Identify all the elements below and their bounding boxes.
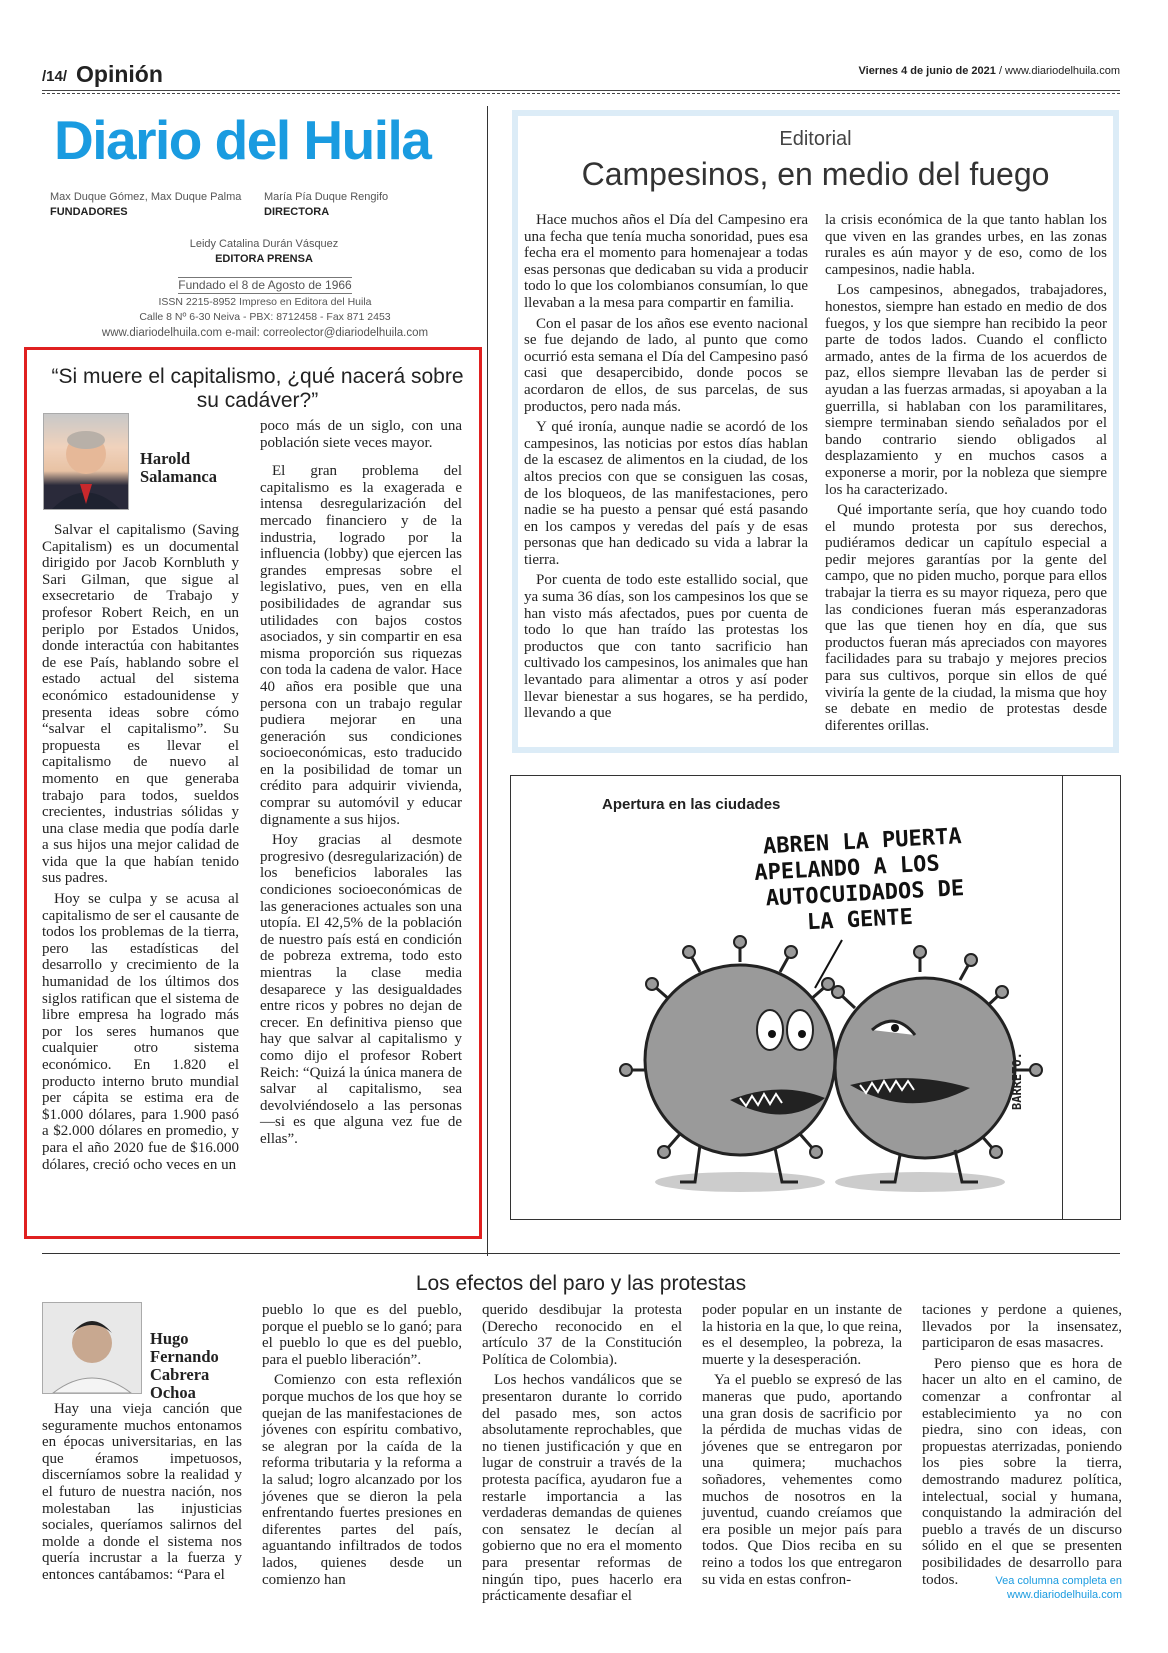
paragraph: taciones y perdone a quienes, llevados por la insensatez, participaron de esas masacres. [922,1302,1122,1352]
cartoon-illustration [610,920,1050,1210]
date: Viernes 4 de junio de 2021 [858,65,996,77]
speech-line: ABREN LA PUERTA [762,824,963,860]
founders-label: FUNDADORES [50,206,128,218]
cartoon-title: Apertura en las ciudades [602,796,781,813]
header-website: / www.diariodelhuila.com [998,65,1120,77]
paragraph: Hace muchos años el Día del Campesino era una fecha que tenía mucha sonoridad, pues esa fecha era el momento para homenajear a todas esas personas que dedicaban su vida a producir todo lo que los colombianos consumían, lo que llevaban a la mesa para compartir en familia. [524,212,808,311]
header-rule-2 [42,93,1120,94]
founded-line: Fundado el 8 de Agosto de 1966 [178,278,352,292]
speech-line: AUTOCUIDADOS DE [765,876,965,912]
column2-title: Los efectos del paro y las protestas [415,1272,747,1295]
read-more-url[interactable]: www.diariodelhuila.com [1007,1589,1122,1601]
page-header [42,62,1120,88]
editor [150,238,378,265]
date-line [859,65,1121,77]
column1-text-right [260,418,462,1152]
editorial-kicker: Editorial [779,128,852,150]
column2-text-3 [482,1302,682,1609]
paragraph: Comienzo con esta reflexión porque muchos de los que hoy se quejan de las manifestaciones de jóvenes con espíritu combativo, se alegran por la caída de la reforma tributaria y la reforma a la salud; logro alcanzado por los jóvenes que se dieron la pela enfrentando fuertes presiones en diferentes partes del país, aguantando infiltrados de todos lados, quienes desde un comienzo han [262,1372,462,1588]
editorial-text-left [524,212,808,726]
founders-names: Max Duque Gómez, Max Duque Palma [50,191,242,203]
author-photo [43,413,129,510]
director [264,191,388,218]
masthead-info [60,277,470,341]
shadow [835,1172,1005,1192]
column1-text-left [42,522,239,1177]
speech-line: APELANDO A LOS [753,851,941,886]
paragraph: Ya el pueblo se expresó de las maneras que pudo, aportando una gran dosis de sacrificio por la pérdida de muchas vidas de jóvenes que se entregaron por una quimera; muchachos soñadores, vehementes como muchos de nosotros en la juventud, cuando creíamos que era posible un mejor país para todos. Que Dios reciba en su reino a todos los que entregaron su vida en estas confron- [702,1372,902,1588]
section-title: Opinión [76,61,163,87]
paragraph: Qué importante sería, que hoy cuando todo el mundo protesta por sus derechos, pudiéramos dedicar un capítulo especial a pedir mejores garantías por la gente del campo, que no piden mucho, porque para ellos trabajar la tierra es su mayor riqueza, pero que las condiciones fueran más esperanzadoras que las que tienen hoy en día, que sus productos fueran más apreciados con mayores facilidades para su trabajo y mejores precios para sus cultivos, porque sin ellos de qué viviría la gente de la ciudad, la misma que hoy se debate en medio de protestas desde diferentes orillas. [825,502,1107,734]
editor-name: Leidy Catalina Durán Vásquez [189,238,339,250]
founders [50,191,241,218]
editor-label: EDITORA PRENSA [215,253,313,265]
author-name [140,450,245,486]
paragraph: Con el pasar de los años ese evento nacional se fue dejando de lado, al punto que como ocurrió esta semana el Día del Campesino pasó casi que desapercibido, donde pocos se acordaron de ellos, de sus parcelas, de sus productos, pero nada más. [524,315,808,415]
director-label: DIRECTORA [264,206,330,218]
paragraph: Hay una vieja canción que seguramente muchos entonamos en épocas universitarias, en las que éramos impetuosos, discerníamos sobre la realidad y el futuro de nuestra nación, nos molestaban las injusticias sociales, queríamos salirnos del molde a donde el sistema nos quería incrustar a la fuerza y entonces cantábamos: “Para el [42,1401,242,1583]
masthead-logo: Diario del Huila [54,109,431,171]
column2-text-4 [702,1302,902,1592]
speech-line: LA GENTE [806,904,914,936]
paragraph: la crisis económica de la que tanto hablan los que viven en las grandes urbes, en las zonas rurales es aún mayor y de eso, como de los campesinos, nadie habla. [825,212,1107,278]
cartoon-signature: BARRETO. [1010,1052,1024,1110]
cartoon-side-rule [1062,775,1063,1220]
person-icon [44,414,128,509]
column2-text-1 [42,1401,242,1588]
paragraph: El gran problema del capitalismo es la exagerada e intensa desregularización del mercado financiero y de la industria, logrado por la influencia (lobby) que ejercen las grandes empresas sobre el legislativo, pues, ven en ella posibilidades de agrandar sus utilidades con bajos costos asociados, y sin compartir en esa misma proporción sus riquezas con toda la cadena de valor. Hace 40 años era posible que una persona con un trabajo regular pudiera mejorar en una generación sus condiciones socioeconómicas, esto traducido en la posibilidad de tomar un crédito para adquirir vivienda, comprar su automóvil y educar dignamente a sus hijos. [260,463,462,828]
author-name-line: Fernando [150,1347,219,1366]
column-title: “Si muere el capitalismo, ¿qué nacerá sobre su cadáver?” [51,365,464,412]
paragraph: Hoy gracias al desmote progresivo (desregularización) de los beneficios laborales las condiciones socioeconómicas de las generaciones actuales son una utopía. El 42,5% de la población de nuestro país está en condición de pobreza extrema, todo esto mientras la clase media desaparece y las desigualdades entre ricos y pobres no dejan de crecer. En definitiva pienso que hay que salvar al capitalismo y como dijo el profesor Robert Reich: “Quizá la única manera de salvar al capitalismo, sea devolviéndoselo a las personas —si es que alguna vez fue de ellas”. [260,832,462,1147]
bottom-rule [42,1253,1120,1254]
paragraph: poco más de un siglo, con una población siete veces mayor. [260,418,462,451]
author-name-line: Ochoa [150,1383,196,1402]
header-rule [42,90,1120,91]
paragraph: Salvar el capitalismo (Saving Capitalism) es un documental dirigido por Jacob Kornbluth y Sari Gilman, que sigue al exsecretario de Trabajo y profesor Robert Reich, en un periplo por Estados Unidos, donde interactúa con habitantes de ese País, hablando sobre el estado actual del sistema económico estadounidense y presenta ideas sobre cómo “salvar el capitalismo”. Su propuesta es llevar el capitalismo de nuevo al momento en que generaba trabajo para todos, sueldos crecientes, industrias sólidas y una clase media que podía darle a sus hijos una mejor calidad de vida que la que habían tenido sus padres. [42,522,239,887]
paragraph: Pero pienso que es hora de hacer un alto en el camino, de comenzar a confrontar al establecimiento ya no con piedra, sino con ideas, con propuestas aterrizadas, poniendo los pies sobre la tierra, demostrando madurez política, intelectual, social y humana, conquistando la admiración del pueblo a través de un discurso sólido en el que se presenten posibilidades de desarrollo para todos. [922,1355,1122,1588]
editorial-title: Campesinos, en medio del fuego [581,156,1050,192]
paragraph: poder popular en un instante de la historia en la que, lo que reina, es el desempleo, la pobreza, la muerte y la desesperación. [702,1302,902,1368]
read-more-link[interactable] [922,1574,1122,1602]
author-photo-2 [42,1302,142,1394]
paragraph: Hoy se culpa y se acusa al capitalismo de ser el causante de todos los problemas de la tierra, pero las estadísticas del desarrollo y crecimiento de la humanidad de los últimos dos siglos ratifican que el sistema de libre empresa ha logrado más por los seres humanos que cualquier otro sistema económico. En 1.820 el producto interno bruto mundial per cápita se estima era de $1.000 dólares, para 1.900 pasó a $2.000 dólares en promedio, y para el año 2020 fue de $16.000 dólares, creció ocho veces en un [42,891,239,1173]
paragraph: Los campesinos, abnegados, trabajadores, honestos, siempre han estado en medio de dos fuegos, y los que siempre han recibido la peor parte de todos lados. Cuando el conflicto armado, antes de la firma de los acuerdos de paz, ellos siempre llevaban las de perder si ayudan a las fuerzas armadas, si apoyaban a la guerrilla, si hablaban con los paramilitares, siempre terminaban siendo señalados por el bando contrario siendo obligados al desplazamiento y en muchos casos a exponerse a morir, por la nobleza que siempre los ha caracterizado. [825,282,1107,498]
paragraph: Los hechos vandálicos que se presentaron durante lo corrido del pasado mes, son actos absolutamente reprochables, que no tienen justificación y que en lugar de construir a través de la protesta pacífica, ayudaron fue a restarle importancia a las verdaderas demandas de quienes con sensatez le decían al gobierno que no era el momento para presentar reformas de ningún tipo, pues hacerlo era prácticamente desafiar el [482,1372,682,1605]
author-last-name: Salamanca [140,467,218,486]
person-icon [43,1303,141,1393]
column2-text-5 [922,1302,1122,1592]
author-name-line: Hugo [150,1329,189,1348]
issn-line: ISSN 2215-8952 Impreso en Editora del Huila [158,296,372,308]
director-name: María Pía Duque Rengifo [264,191,389,203]
address-line: Calle 8 Nº 6-30 Neiva - PBX: 8712458 - Fax 871 2453 [139,311,391,323]
paragraph: Y qué ironía, aunque nadie se acordó de los campesinos, las noticias por estos días hablan de la escasez de alimentos en la ciudad, de los altos precios con que se consiguen las cosas, de los bloqueos, de las manifestaciones, pero nadie se ha puesto a pensar qué está pasando en los campos y veredas del país y de esas personas que han dedicado su vida a labrar la tierra. [524,419,808,568]
paragraph: pueblo lo que es del pueblo, porque el pueblo se lo ganó; para el pueblo lo que es del pueblo, para el pueblo liberación”. [262,1302,462,1368]
author-first-name: Harold [140,449,191,468]
author-name-2 [150,1330,250,1402]
editorial-text-right [825,212,1107,738]
author-name-line: Cabrera [150,1365,210,1384]
paragraph: querido desdibujar la protesta (Derecho reconocido en el artículo 37 de la Constitución Política de Colombia). [482,1302,682,1368]
contact-line: www.diariodelhuila.com e-mail: correolector@diariodelhuila.com [101,327,429,339]
column2-text-2 [262,1302,462,1592]
read-more-text: Vea columna completa en [995,1575,1122,1587]
page-number: /14/ [42,68,68,85]
paragraph: Por cuenta de todo este estallido social, que ya suma 36 días, son los campesinos los que se han visto más afectados, pues por cuenta de todo lo que han traído las protestas los productos que con tanto sacrificio han cultivado los campesinos, los animales que han levantado para alimentar a otros y así poder llevar bienestar a sus hogares, se ha perdido, llevando a que [524,572,808,722]
column-divider [487,106,488,1256]
